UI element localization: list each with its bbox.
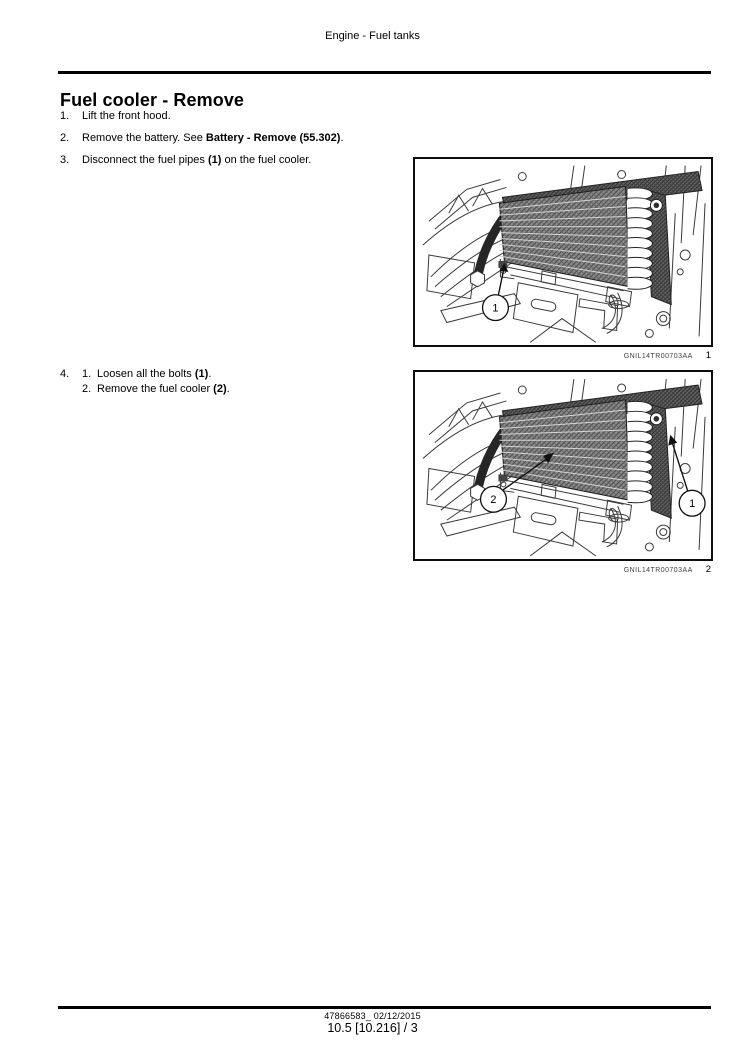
callout-label-2: 2 <box>490 494 497 507</box>
substep-text-bold: (1) <box>194 368 209 380</box>
step-text <box>82 155 412 167</box>
step-text-post: . <box>340 132 344 144</box>
substep-number: 1. <box>82 368 92 380</box>
substep-number: 2. <box>82 383 92 395</box>
step-number: 1. <box>60 110 70 122</box>
figure-2-caption <box>413 564 713 575</box>
figure-number: 1 <box>705 350 711 361</box>
figure-code: GNIL14TR00703AA <box>623 567 693 574</box>
substep-text-post: . <box>208 368 212 380</box>
substep-text-post: . <box>226 383 230 395</box>
callout-label-1: 1 <box>689 498 696 511</box>
step-text <box>82 133 412 145</box>
figure-number: 2 <box>705 564 711 575</box>
step-4 <box>60 369 412 399</box>
page-title: Fuel cooler - Remove <box>60 90 245 111</box>
substep-1 <box>82 369 412 381</box>
step-number: 3. <box>60 154 70 166</box>
figure-1 <box>413 157 713 347</box>
step-text-bold: Battery - Remove (55.302) <box>205 132 341 144</box>
step-1 <box>60 111 412 123</box>
substep-text-bold: (2) <box>213 383 227 395</box>
running-header: Engine - Fuel tanks <box>325 30 420 42</box>
figure-code: GNIL14TR00703AA <box>623 353 693 360</box>
step-2 <box>60 133 412 145</box>
step-text-bold: (1) <box>207 154 222 166</box>
substep-text-pre: Remove the fuel cooler <box>97 383 214 395</box>
step-number: 2. <box>60 132 70 144</box>
substep-text-pre: Loosen all the bolts <box>97 368 195 380</box>
fuel-cooler-illustration-1 <box>415 159 711 345</box>
substeps <box>82 369 412 399</box>
substep-text <box>97 384 412 396</box>
footer-page-reference: 10.5 [10.216] / 3 <box>327 1021 418 1035</box>
step-text-post: on the fuel cooler. <box>221 154 312 166</box>
step-text-pre: Disconnect the fuel pipes <box>82 154 208 166</box>
step-text <box>82 111 412 123</box>
substep-2 <box>82 384 412 396</box>
step-number: 4. <box>60 368 70 380</box>
header-divider <box>58 71 711 74</box>
substep-text <box>97 369 412 381</box>
step-3 <box>60 155 412 167</box>
step-text-pre: Lift the front hood. <box>82 110 171 122</box>
fuel-cooler-illustration-2 <box>415 372 711 559</box>
footer-document-id: 47866583_ 02/12/2015 <box>324 1011 421 1021</box>
figure-1-caption <box>413 350 713 361</box>
footer-divider <box>58 1006 711 1009</box>
callout-label-1: 1 <box>492 302 499 315</box>
step-text-pre: Remove the battery. See <box>82 132 206 144</box>
figure-2 <box>413 370 713 561</box>
procedure-steps <box>60 111 412 177</box>
